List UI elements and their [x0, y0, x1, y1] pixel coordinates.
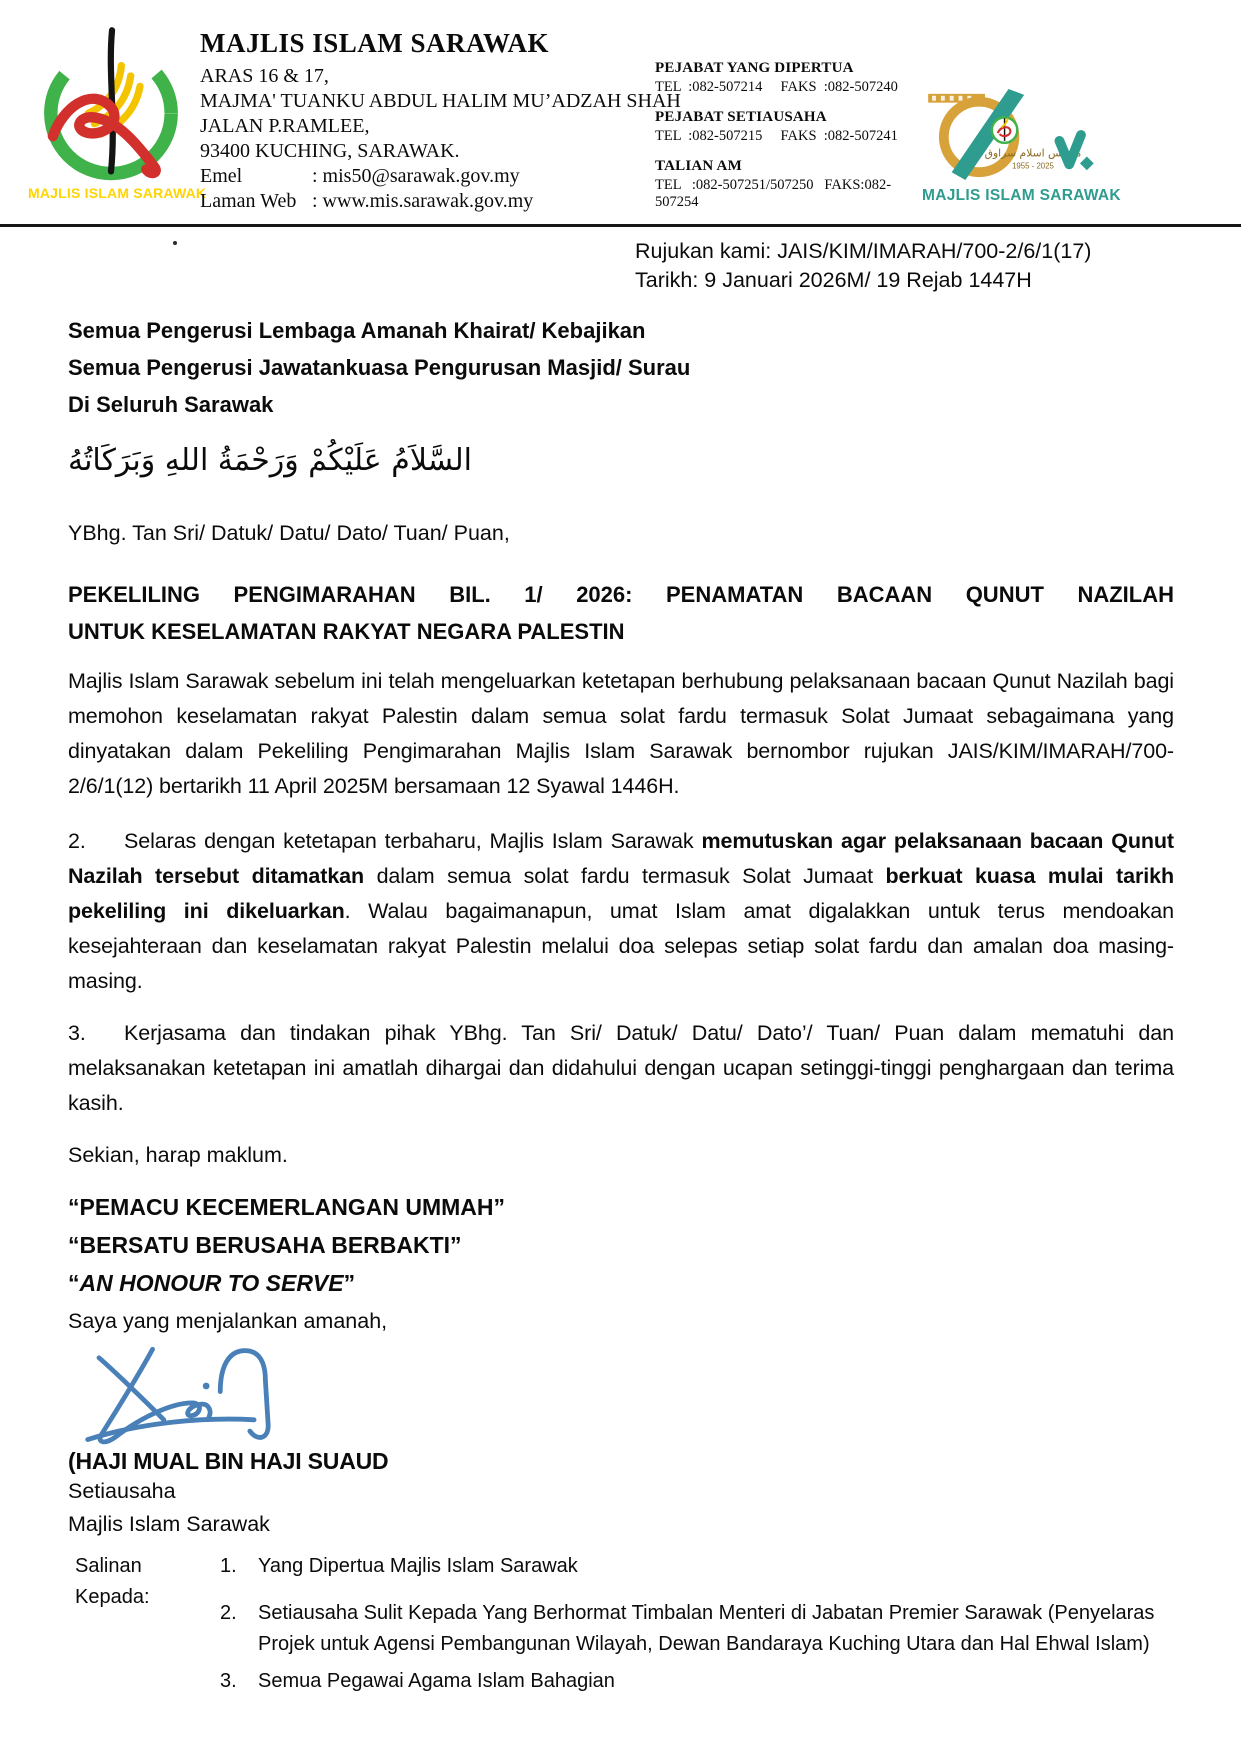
- signatory-org: Majlis Islam Sarawak: [68, 1512, 270, 1536]
- anniv-arabic-text: مجليس اسلام سراوق: [984, 146, 1082, 160]
- contact-block: [655, 60, 925, 224]
- paragraph-2-number: 2.: [68, 829, 86, 853]
- signatory-title: Setiausaha: [68, 1479, 176, 1503]
- contact-title: TALIAN AM: [655, 158, 742, 174]
- cc-item: [220, 1598, 1174, 1660]
- paragraph-2-bold2: berkuat kuasa mulai tarikh pekeliling ini dikeluarkan: [68, 864, 1174, 923]
- cc-label: Salinan Kepada:: [75, 1555, 150, 1608]
- paragraph-2: [68, 824, 1174, 999]
- contact-line: TEL :082-507214 FAKS :082-507240: [655, 79, 898, 95]
- slogan-quote-close: ”: [343, 1270, 356, 1296]
- arabic-salutation-text: السَّلاَمُ عَلَيْكُمْ وَرَحْمَةُ اللهِ وَبَرَكَاتُهُ: [68, 443, 472, 478]
- cc-item-text: Yang Dipertua Majlis Islam Sarawak: [258, 1555, 578, 1577]
- cc-item-number: 1.: [220, 1555, 237, 1577]
- cc-item: [220, 1551, 1174, 1582]
- contact-line: TEL :082-507251/507250 FAKS:082-507254: [655, 177, 892, 210]
- letterhead: [0, 0, 1241, 227]
- paragraph-2-seg1: Selaras dengan ketetapan terbaharu, Majlis Islam Sarawak: [124, 829, 702, 853]
- arabic-numeral-seven: [1059, 135, 1081, 164]
- arabic-salutation: [68, 435, 1174, 487]
- cc-item-number: 3.: [220, 1670, 237, 1692]
- greeting-line: YBhg. Tan Sri/ Datuk/ Datu/ Dato/ Tuan/ Puan,: [68, 521, 510, 545]
- org-address-line: ARAS 16 & 17,: [200, 65, 329, 87]
- paragraph-2-seg3: . Walau bagaimanapun, umat Islam amat digalakkan untuk terus mendoakan kesejahteraan dan keselamatan rakyat Palestin melalui doa selepas setiap solat fardu dan amalan doa masing-masing.: [68, 899, 1175, 993]
- cc-item-text: Setiausaha Sulit Kepada Yang Berhormat Timbalan Menteri di Jabatan Premier Sarawak (Penyelaras Projek untuk Agensi Pembangunan Wilayah, Dewan Bandaraya Kuching Utara dan Hal Ehwal Islam): [258, 1602, 1155, 1655]
- sign-off-line: Saya yang menjalankan amanah,: [68, 1309, 388, 1333]
- org-address-line: JALAN P.RAMLEE,: [200, 115, 370, 137]
- paragraph-1: Majlis Islam Sarawak sebelum ini telah mengeluarkan ketetapan berhubung pelaksanaan bacaan Qunut Nazilah bagi memohon keselamatan rakyat Palestin dalam semua solat fardu termasuk Solat Jumaat sebagaimana yang dinyatakan dalam Pekeliling Pengimarahan Majlis Islam Sarawak bernombor rujukan JAIS/KIM/IMARAH/700-2/6/1(12) bertarikh 11 April 2025M bersamaan 12 Syawal 1446H.: [68, 669, 1174, 798]
- email-value: : mis50@sarawak.gov.my: [312, 165, 520, 187]
- signature-image: [84, 1338, 396, 1448]
- web-value: : www.mis.sarawak.gov.my: [312, 190, 534, 212]
- paragraph-3: [68, 1016, 1174, 1121]
- slogan-quote-open: “: [68, 1270, 80, 1296]
- slogan-line-3: [68, 1264, 1174, 1302]
- reference-block: [635, 237, 1174, 295]
- org-address-line: 93400 KUCHING, SARAWAK.: [200, 140, 460, 162]
- contact-line: TEL :082-507215 FAKS :082-507241: [655, 128, 898, 144]
- cc-item-text: Semua Pegawai Agama Islam Bahagian: [258, 1670, 615, 1692]
- closing-line: Sekian, harap maklum.: [68, 1143, 288, 1167]
- web-label: Laman Web: [200, 190, 297, 212]
- org-name: MAJLIS ISLAM SARAWAK: [200, 28, 550, 58]
- slogan-line-1: “PEMACU KECEMERLANGAN UMMAH”: [68, 1194, 505, 1220]
- addressee-block: [68, 312, 1174, 423]
- paragraph-3-text: Kerjasama dan tindakan pihak YBhg. Tan Sri/ Datuk/ Datu/ Dato’/ Tuan/ Puan dalam mematuhi dan melaksanakan ketetapan ini amatlah dihargai dan didahului dengan ucapan setinggi-tinggi penghargaan dan terima kasih.: [68, 1021, 1174, 1115]
- slogan-line-2: “BERSATU BERUSAHA BERBAKTI”: [68, 1232, 462, 1258]
- letter-body: [68, 232, 1174, 1697]
- signature-stroke: [100, 1349, 210, 1442]
- cc-item: [220, 1666, 1174, 1697]
- contact-group-dipertua: [655, 60, 925, 96]
- cc-list: [220, 1551, 1174, 1697]
- contact-title: PEJABAT YANG DIPERTUA: [655, 60, 854, 76]
- addressee-line: Di Seluruh Sarawak: [68, 392, 274, 417]
- paragraph-2-seg2: dalam semua solat fardu termasuk Solat Jumaat: [364, 864, 886, 888]
- contact-group-setiausaha: [655, 109, 925, 145]
- mis-logo-emblem: [28, 26, 194, 184]
- org-block: [200, 28, 681, 214]
- anniversary-logo: [922, 86, 1121, 205]
- tarikh-line: Tarikh: 9 Januari 2026M/ 19 Rejab 1447H: [635, 268, 1032, 292]
- org-email-row: [200, 164, 681, 189]
- paragraph-3-number: 3.: [68, 1021, 86, 1045]
- signature-dot: [203, 1383, 210, 1390]
- cc-item-number: 2.: [220, 1602, 237, 1624]
- signatory-name: (HAJI MUAL BIN HAJI SUAUD: [68, 1448, 389, 1474]
- subject-line-1: PEKELILING PENGIMARAHAN BIL. 1/ 2026: PENAMATAN BACAAN QUNUT NAZILAH: [68, 582, 1174, 607]
- slogan-italic-text: AN HONOUR TO SERVE: [79, 1270, 344, 1296]
- email-label: Emel: [200, 165, 243, 187]
- contact-group-talian-am: [655, 158, 925, 211]
- paragraph-2-bold1: memutuskan agar pelaksanaan bacaan Qunut Nazilah tersebut ditamatkan: [68, 829, 1174, 888]
- mis-logo: [28, 26, 207, 201]
- subject-line-2: UNTUK KESELAMATAN RAKYAT NEGARA PALESTIN: [68, 619, 625, 644]
- org-address-line: MAJMA' TUANKU ABDUL HALIM MU’ADZAH SHAH: [200, 90, 681, 112]
- cc-block: [68, 1551, 1174, 1697]
- slogan-block: [68, 1188, 1174, 1302]
- anniversary-emblem: [922, 86, 1094, 182]
- rujukan-line: Rujukan kami: JAIS/KIM/IMARAH/700-2/6/1(17): [635, 239, 1092, 263]
- signature-stroke: [220, 1351, 268, 1438]
- anniversary-caption: MAJLIS ISLAM SARAWAK: [922, 187, 1121, 204]
- mis-logo-caption: MAJLIS ISLAM SARAWAK: [28, 185, 207, 201]
- contact-title: PEJABAT SETIAUSAHA: [655, 109, 827, 125]
- subject-title: [68, 576, 1174, 650]
- anniv-years-text: 1955 - 2025: [1012, 161, 1054, 171]
- addressee-line: Semua Pengerusi Jawatankuasa Pengurusan Masjid/ Surau: [68, 355, 691, 380]
- org-web-row: [200, 189, 681, 214]
- addressee-line: Semua Pengerusi Lembaga Amanah Khairat/ Kebajikan: [68, 318, 646, 343]
- arabic-numeral-zero: [1080, 157, 1094, 171]
